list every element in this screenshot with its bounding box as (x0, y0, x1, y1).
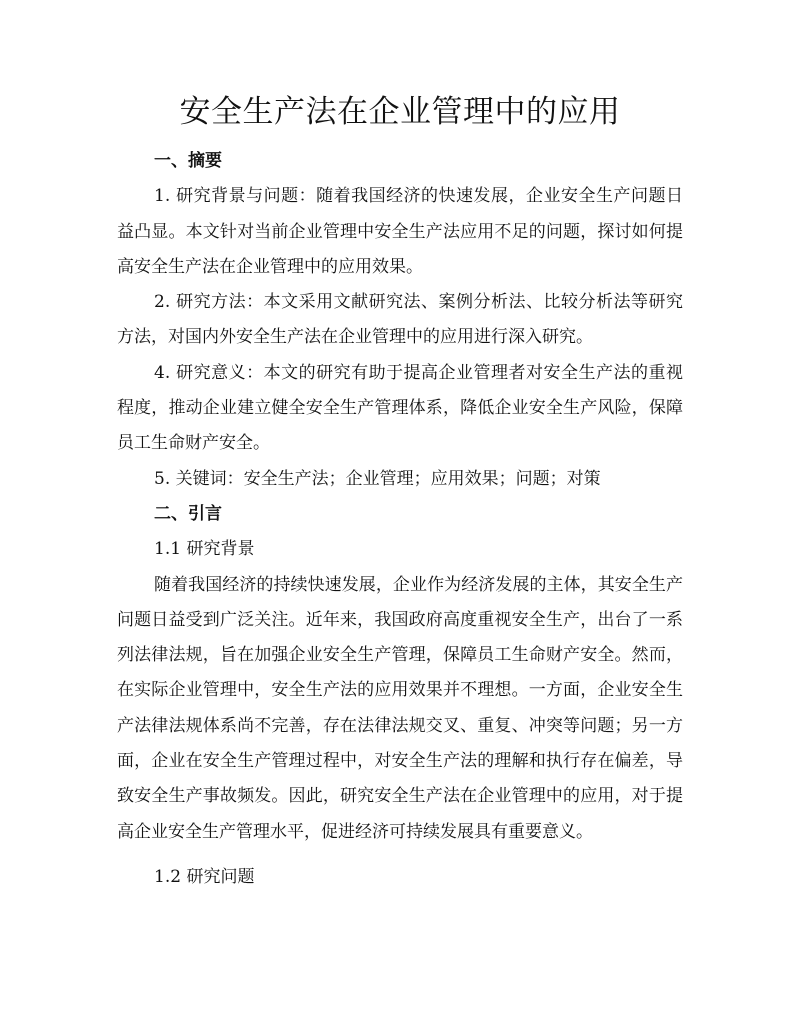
introduction-heading: 二、引言 (154, 503, 222, 524)
abstract-heading: 一、摘要 (154, 151, 222, 171)
section-title-questions: 1.2 研究问题 (154, 866, 255, 887)
document-title: 安全生产法在企业管理中的应用 (179, 94, 621, 130)
document-body (117, 144, 683, 895)
section-text-background: 随着我国经济的持续快速发展，企业作为经济发展的主体，其安全生产问题日益受到广泛关注。近年来，我国政府高度重视安全生产，出台了一系列法律法规，旨在加强企业安全生产管理，保障员工生命财产安全。然而，在实际企业管理中，安全生产法的应用效果并不理想。一方面，企业安全生产法律法规体系尚不完善，存在法律法规交叉、重复、冲突等问题；另一方面，企业在安全生产管理过程中，对安全生产法的理解和执行存在偏差，导致安全生产事故频发。因此，研究安全生产法在企业管理中的应用，对于提高企业安全生产管理水平，促进经济可持续发展具有重要意义。 (117, 574, 683, 842)
abstract-item-method: 2. 研究方法：本文采用文献研究法、案例分析法、比较分析法等研究方法，对国内外安全生产法在企业管理中的应用进行深入研究。 (117, 292, 683, 348)
abstract-item-significance: 4. 研究意义：本文的研究有助于提高企业管理者对安全生产法的重视程度，推动企业建立健全安全生产管理体系，降低企业安全生产风险，保障员工生命财产安全。 (117, 362, 683, 454)
section-title-background: 1.1 研究背景 (154, 539, 255, 560)
abstract-item-keywords: 5. 关键词：安全生产法；企业管理；应用效果；问题；对策 (154, 468, 601, 489)
abstract-item-background: 1. 研究背景与问题：随着我国经济的快速发展，企业安全生产问题日益凸显。本文针对当前企业管理中安全生产法应用不足的问题，探讨如何提高安全生产法在企业管理中的应用效果。 (117, 186, 683, 277)
